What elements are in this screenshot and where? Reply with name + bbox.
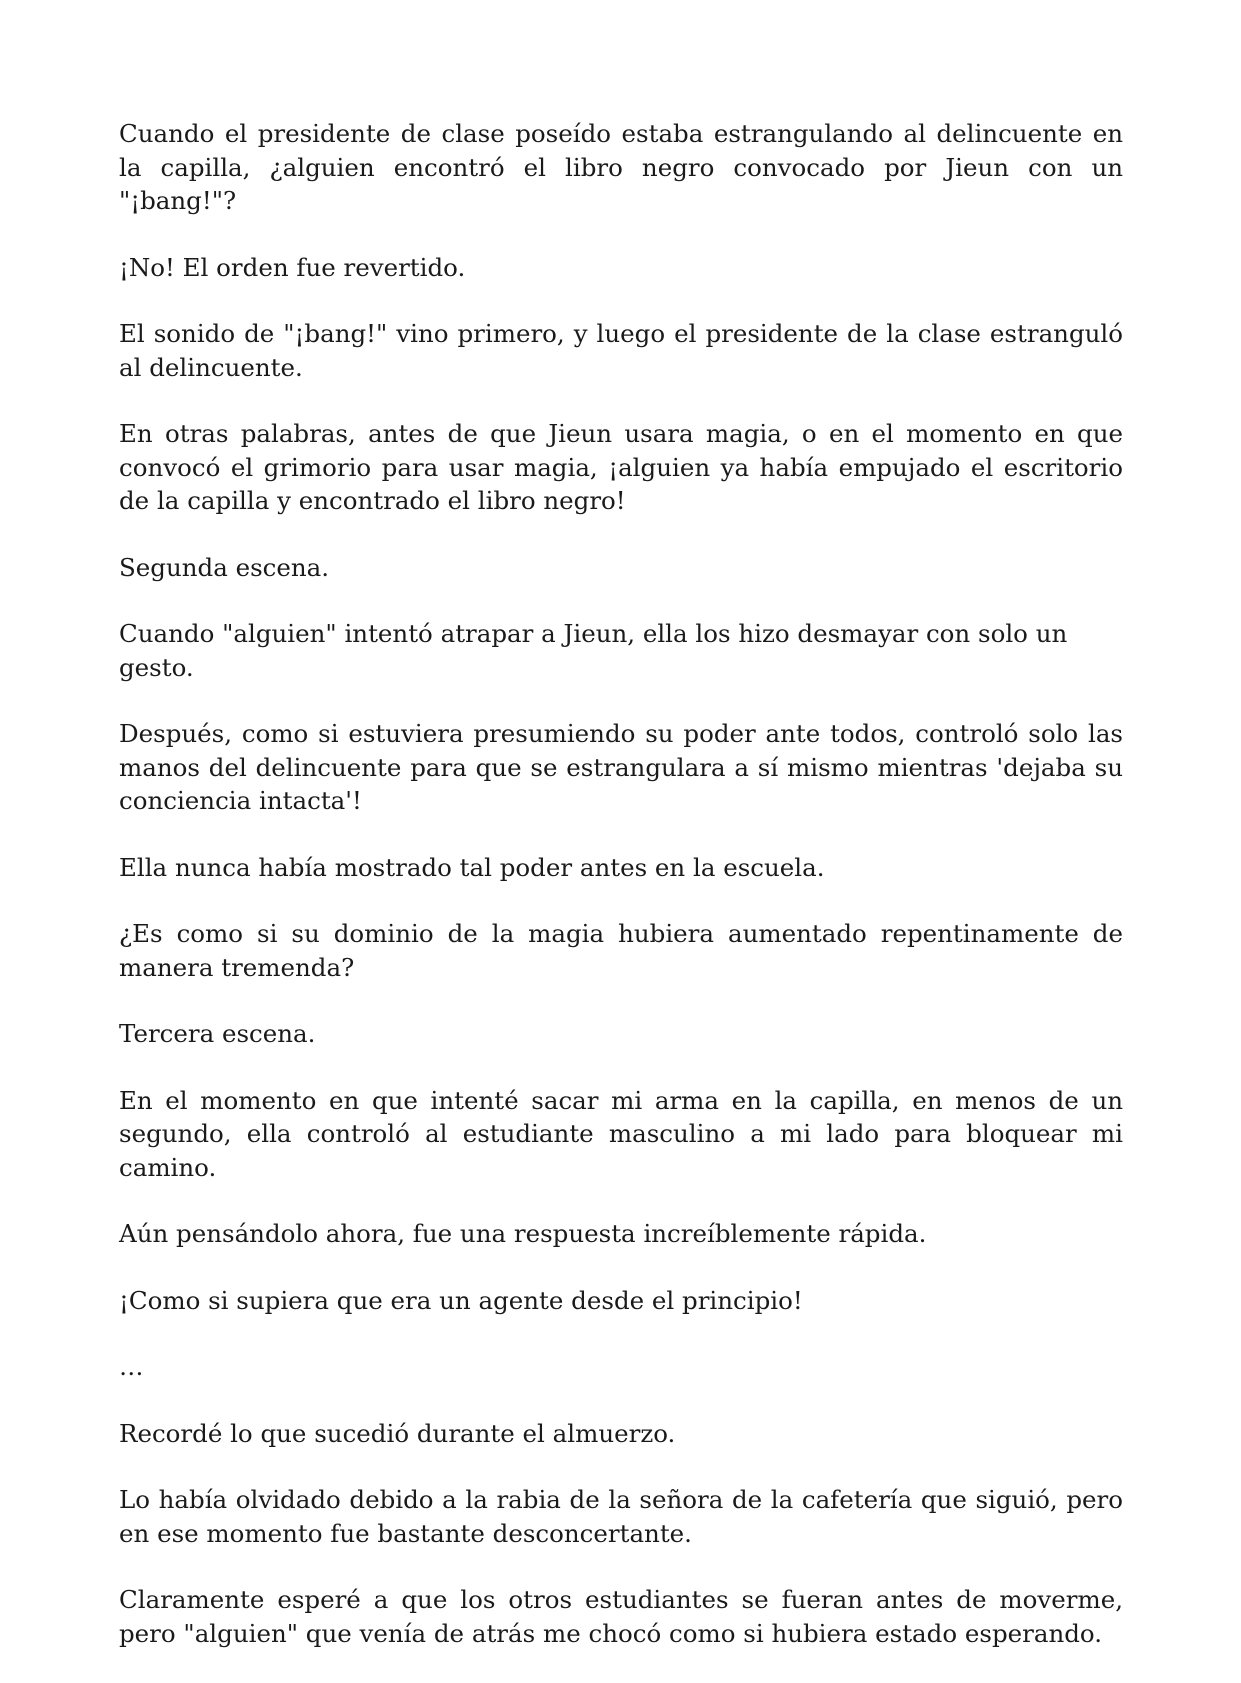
paragraph-5: Segunda escena. xyxy=(119,552,330,582)
paragraph-8: Ella nunca había mostrado tal poder antes en la escuela. xyxy=(119,852,825,882)
body-text xyxy=(119,117,1123,1683)
paragraph-13: ¡Como si supiera que era un agente desde el principio! xyxy=(119,1285,803,1315)
paragraph-3: El sonido de "¡bang!" vino primero, y luego el presidente de la clase estranguló al delincuente. xyxy=(119,319,1123,382)
paragraph-12: Aún pensándolo ahora, fue una respuesta increíblemente rápida. xyxy=(119,1219,927,1248)
paragraph-4: En otras palabras, antes de que Jieun usara magia, o en el momento en que convocó el grimorio para usar magia, ¡alguien ya había empujado el escritorio de la capilla y encontrado el libro negro! xyxy=(119,419,1123,515)
paragraph-11: En el momento en que intenté sacar mi arma en la capilla, en menos de un segundo, ella controló al estudiante masculino a mi lado para bloquear mi camino. xyxy=(119,1085,1123,1182)
paragraph-15: Recordé lo que sucedió durante el almuerzo. xyxy=(119,1418,676,1448)
paragraph-2: ¡No! El orden fue revertido. xyxy=(119,252,466,282)
paragraph-16: Lo había olvidado debido a la rabia de la señora de la cafetería que siguió, pero en ese momento fue bastante desconcertante. xyxy=(119,1485,1123,1548)
paragraph-1: Cuando el presidente de clase poseído estaba estrangulando al delincuente en la capilla, ¿alguien encontró el libro negro convocado por Jieun con un "¡bang!"? xyxy=(119,119,1123,215)
paragraph-7: Después, como si estuviera presumiendo su poder ante todos, controló solo las manos del delincuente para que se estrangulara a sí mismo mientras 'dejaba su conciencia intacta'! xyxy=(119,719,1123,815)
scene-break: … xyxy=(119,1352,144,1381)
paragraph-6: Cuando "alguien" intentó atrapar a Jieun, ella los hizo desmayar con solo un gesto. xyxy=(119,619,1068,682)
paragraph-9: ¿Es como si su dominio de la magia hubiera aumentado repentinamente de manera tremenda? xyxy=(119,919,1123,982)
paragraph-17: Claramente esperé a que los otros estudiantes se fueran antes de moverme, pero "alguien" que venía de atrás me chocó como si hubiera estado esperando. xyxy=(119,1585,1123,1648)
paragraph-10: Tercera escena. xyxy=(119,1019,316,1048)
